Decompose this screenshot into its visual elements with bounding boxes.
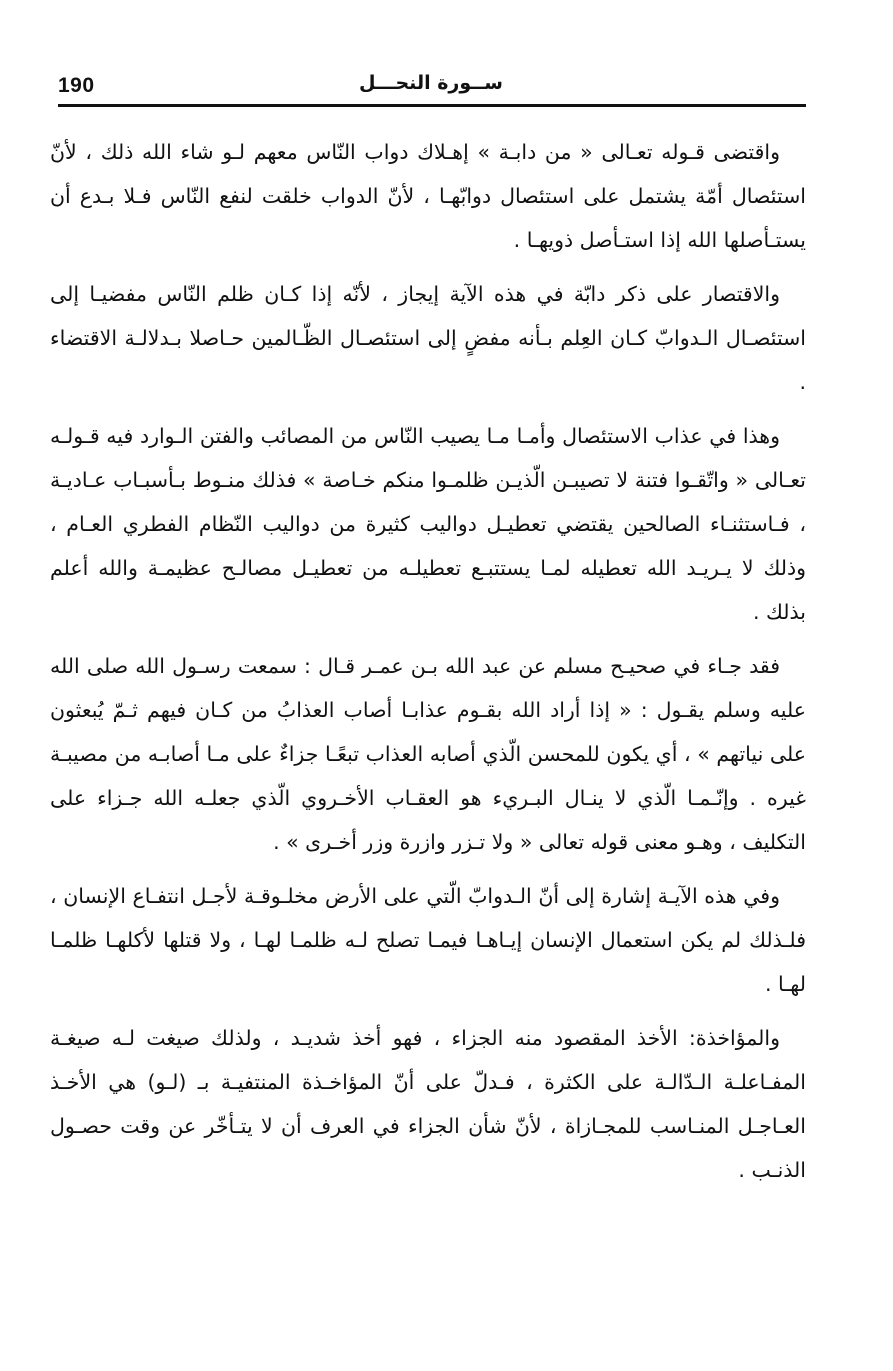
paragraph: والاقتصار على ذكر دابّة في هذه الآية إيجاز ، لأنّه إذا كـان ظلم النّاس مفضيـا إلى استئصـال الـدوابّ كـان العِلم بـأنه مفضٍ إلى استئصـال الظّـالمين حـاصلا بـدلالـة الاقتضاء . [50, 282, 806, 394]
paragraph: فقد جـاء في صحيـح مسلم عن عبد الله بـن عمـر قـال : سمعت رسـول الله صلى الله عليه وسلم يقـول : « إذا أراد الله بقـوم عذابـا أصاب العذابُ من كـان فيهم ثـمّ يُبعثون على نياتهم » ، أي يكون للمحسن الّذي أصابه العذاب تبعًـا جزاءٌ على مـا أصابـه من مصيبـة غيره . وإنّـمـا الّذي لا ينـال البـريء هو العقـاب الأخـروي الّذي جعلـه الله جـزاء على التكليف ، وهـو معنى قوله تعالى « ولا تـزر وازرة وزر أخـرى » . [50, 654, 806, 854]
page-number: 190 [58, 74, 95, 97]
page-header [58, 70, 806, 104]
paragraph: وفي هذه الآيـة إشارة إلى أنّ الـدوابّ الّتي على الأرض مخلـوقـة لأجـل انتفـاع الإنسان ، فلـذلك لم يكن استعمال الإنسان إيـاهـا فيمـا تصلح لـه ظلمـا لهـا ، ولا قتلها لأكلهـا ظلمـا لهـا . [50, 884, 806, 996]
running-title: ســورة النحـــل [359, 72, 503, 94]
paragraph: والمؤاخذة: الأخذ المقصود منه الجزاء ، فهو أخذ شديـد ، ولذلك صيغت لـه صيغـة المفـاعلـة الـدّالـة على الكثرة ، فـدلّ على أنّ المؤاخـذة المنتفيـة بـ (لـو) هي الأخـذ العـاجـل المنـاسب للمجـازاة ، لأنّ شأن الجزاء في العرف أن لا يتـأخّر عن وقت حصـول الذنـب . [50, 1026, 806, 1182]
main-text [50, 130, 806, 1202]
paragraph: وهذا في عذاب الاستئصال وأمـا مـا يصيب النّاس من المصائب والفتن الـوارد فيه قـولـه تعـالى « واتّقـوا فتنة لا تصيبـن الّذيـن ظلمـوا منكم خـاصة » فذلك منـوط بـأسبـاب عـاديـة ، فـاستثنـاء الصالحين يقتضي تعطيـل دواليب كثيرة من دواليب النّظام الفطري العـام ، وذلك لا يـريـد الله تعطيله لمـا يستتبـع تعطيلـه من تعطيـل مصالـح عظيمـة والله أعلم بذلك . [50, 424, 806, 624]
header-divider [58, 104, 806, 107]
paragraph: واقتضى قـوله تعـالى « من دابـة » إهـلاك دواب النّاس معهم لـو شاء الله ذلك ، لأنّ استئصال أمّة يشتمل على استئصال دوابّهـا ، لأنّ الدواب خلقت لنفع النّاس فـلا بـدع أن يستـأصلها الله إذا استـأصل ذويهـا . [50, 140, 806, 252]
